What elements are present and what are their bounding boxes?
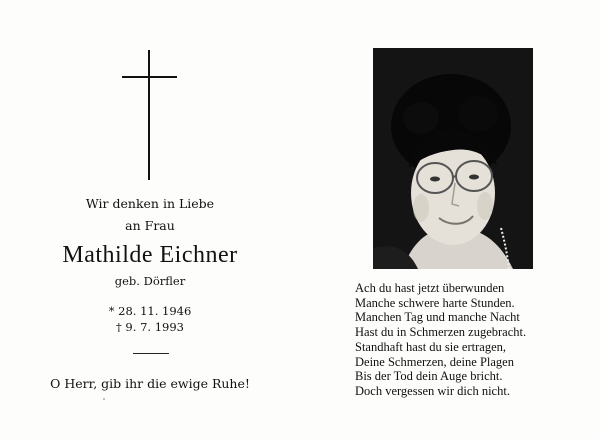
speck	[103, 398, 105, 400]
divider-line	[133, 353, 169, 354]
portrait-photo	[373, 48, 533, 269]
intro-line-1: Wir denken in Liebe	[85, 196, 215, 211]
poem-line: Hast du in Schmerzen zugebracht.	[355, 325, 527, 340]
maiden-name: geb. Dörfler	[114, 274, 186, 288]
prayer-text: O Herr, gib ihr die ewige Ruhe!	[50, 376, 250, 391]
poem-line: Deine Schmerzen, deine Plagen	[355, 354, 514, 369]
poem-line: Ach du hast jetzt überwunden	[355, 281, 505, 295]
poem-line: Manche schwere harte Stunden.	[355, 295, 515, 310]
poem-line: Standhaft hast du sie ertragen,	[355, 339, 506, 354]
birth-date: * 28. 11. 1946	[108, 304, 192, 318]
memorial-poem	[355, 281, 595, 399]
poem-line: Bis der Tod dein Auge bricht.	[355, 369, 503, 384]
intro-line-2: an Frau	[125, 218, 175, 233]
death-date: † 9. 7. 1993	[116, 320, 184, 334]
cross-icon	[122, 50, 177, 180]
poem-line: Doch vergessen wir dich nicht.	[355, 383, 510, 398]
poem-line: Manchen Tag und manche Nacht	[355, 310, 520, 325]
deceased-name: Mathilde Eichner	[62, 242, 238, 268]
